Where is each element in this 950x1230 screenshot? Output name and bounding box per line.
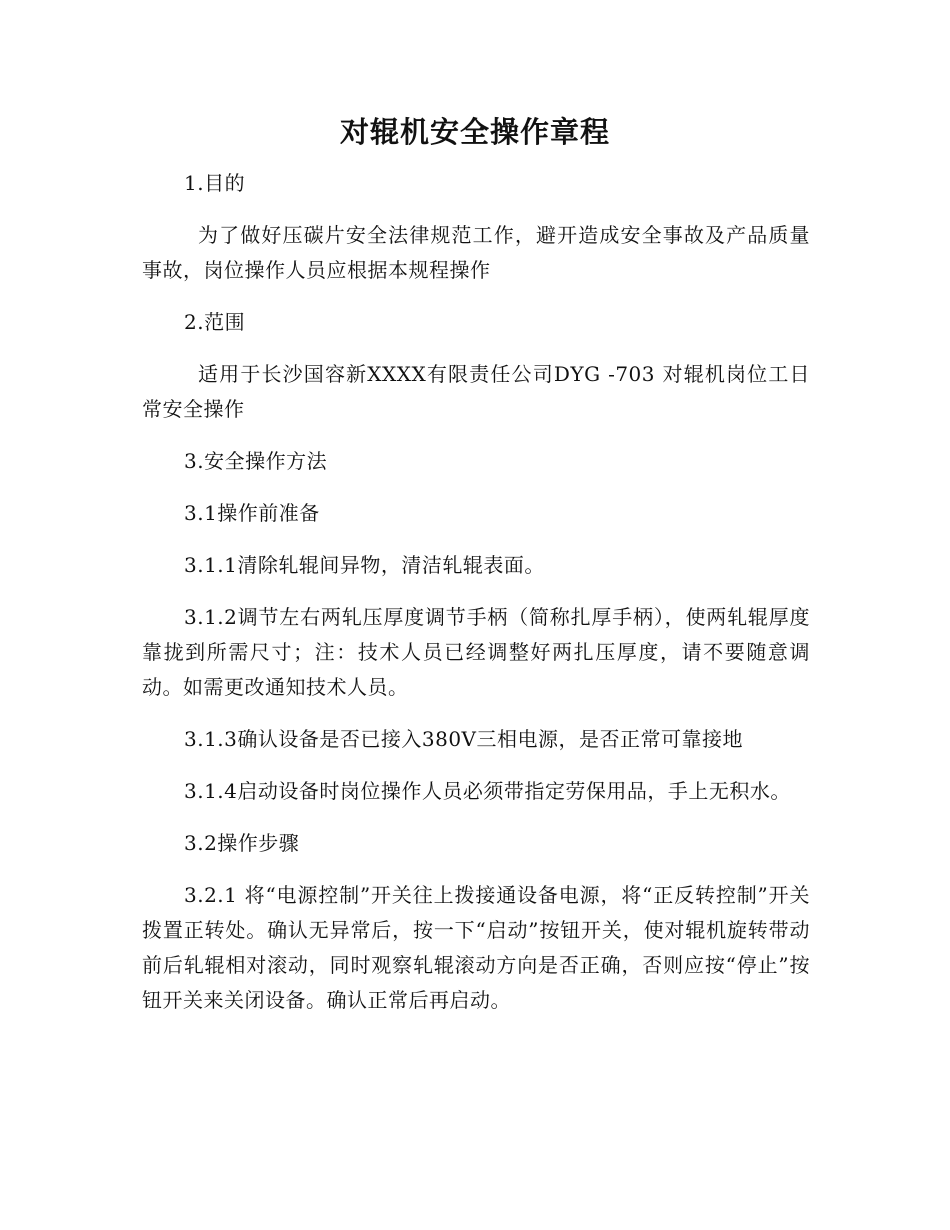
section-heading-purpose: 1.目的 xyxy=(184,171,246,195)
paragraph-scope: 适用于长沙国容新XXXX有限责任公司DYG -703 对辊机岗位工日常安全操作 xyxy=(142,362,810,421)
paragraph-3-1-4: 3.1.4启动设备时岗位操作人员必须带指定劳保用品，手上无积水。 xyxy=(184,779,791,803)
paragraph-3-1-1: 3.1.1清除轧辊间异物，清洁轧辊表面。 xyxy=(184,553,545,577)
section-heading-scope: 2.范围 xyxy=(184,310,246,334)
subsection-heading-steps: 3.2操作步骤 xyxy=(184,831,300,855)
document-body xyxy=(142,166,810,1035)
paragraph-3-1-2: 3.1.2调节左右两轧压厚度调节手柄（简称扎厚手柄），使两轧辊厚度靠拢到所需尺寸；注：技术人员已经调整好两扎压厚度，请不要随意调动。如需更改通知技术人员。 xyxy=(142,605,810,699)
paragraph-purpose: 为了做好压碳片安全法律规范工作，避开造成安全事故及产品质量事故，岗位操作人员应根据本规程操作 xyxy=(142,223,810,282)
subsection-heading-preparation: 3.1操作前准备 xyxy=(184,501,320,525)
paragraph-3-2-1: 3.2.1 将“电源控制”开关往上拨接通设备电源，将“正反转控制”开关拨置正转处。确认无异常后，按一下“启动”按钮开关，使对辊机旋转带动前后轧辊相对滚动，同时观察轧辊滚动方向是否正确，否则应按“停止”按钮开关来关闭设备。确认正常后再启动。 xyxy=(142,883,810,1012)
section-heading-safety-methods: 3.安全操作方法 xyxy=(184,449,328,473)
document-title: 对辊机安全操作章程 xyxy=(339,115,610,149)
paragraph-3-1-3: 3.1.3确认设备是否已接入380V三相电源，是否正常可靠接地 xyxy=(184,727,744,751)
